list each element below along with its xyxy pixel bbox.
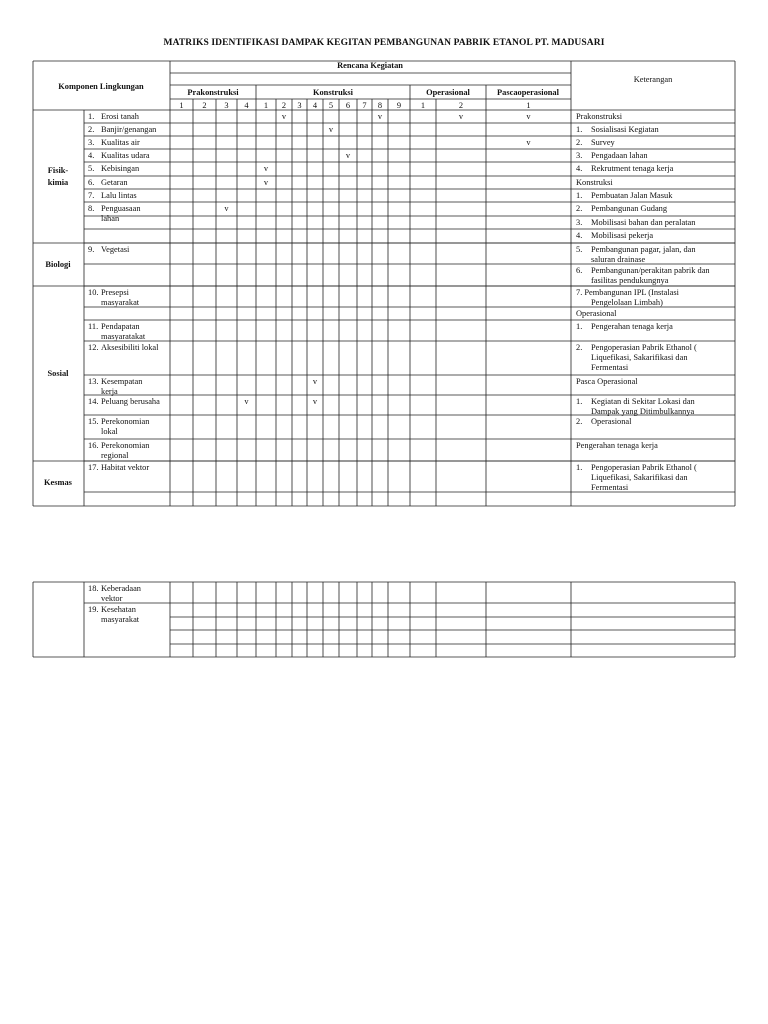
activity-number: 1 [526, 101, 531, 110]
impact-mark: v [526, 112, 531, 121]
keterangan-text: Kegiatan di Sekitar Lokasi dan [591, 397, 695, 406]
phase-label: Konstruksi [312, 88, 354, 97]
keterangan-text: Pembangunan/perakitan pabrik dan [591, 266, 710, 275]
impact-mark: v [281, 112, 287, 121]
component-label: Aksesibiliti lokal [101, 343, 159, 352]
keterangan-number: 4. [576, 231, 583, 240]
component-number: 6. [88, 178, 95, 187]
keterangan-number: 1. [576, 191, 583, 200]
activity-number: 3 [297, 101, 302, 110]
keterangan-text: Prakonstruksi [576, 112, 623, 121]
impact-mark: v [224, 204, 229, 213]
komponen-header: Komponen Lingkungan [58, 82, 144, 91]
component-number: 1. [88, 112, 95, 121]
keterangan-header: Keterangan [633, 75, 673, 84]
activity-number: 6 [345, 101, 351, 110]
activity-number: 1 [179, 101, 184, 110]
keterangan-number: 3. [576, 218, 583, 227]
phase-label: Pascaoperasional [497, 88, 559, 97]
component-number: 8. [88, 204, 95, 213]
component-label: Getaran [101, 178, 128, 187]
component-label: Perekonomian [101, 417, 150, 426]
group-label: Kesmas [44, 478, 72, 487]
component-label: Presepsi [101, 288, 129, 297]
keterangan-text: Pengelolaan Limbah) [591, 298, 663, 307]
component-label: Kebisingan [101, 164, 140, 173]
component-label: Kesempatan [101, 377, 143, 386]
component-number: 7. [88, 191, 95, 200]
impact-mark: v [244, 397, 249, 406]
impact-mark: v [345, 151, 351, 160]
keterangan-text: Operasional [591, 417, 632, 426]
keterangan-text: Pembangunan pagar, jalan, dan [591, 245, 696, 254]
impact-mark: v [526, 138, 531, 147]
activity-number: 2 [458, 101, 464, 110]
keterangan-text: Fermentasi [591, 483, 629, 492]
page-title: MATRIKS IDENTIFIKASI DAMPAK KEGITAN PEMBANGUNAN PABRIK ETANOL PT. MADUSARI [163, 38, 605, 48]
keterangan-text: Rekrutment tenaga kerja [591, 164, 674, 173]
impact-mark: v [263, 178, 269, 187]
component-label: Penguasaan [101, 204, 141, 213]
keterangan-text: Pembangunan Gudang [591, 204, 668, 213]
component-number: 12. [88, 343, 99, 352]
component-number: 14. [88, 397, 99, 406]
activity-number: 1 [263, 101, 269, 110]
keterangan-text: Mobilisasi pekerja [591, 231, 654, 240]
component-label: Kualitas udara [101, 151, 150, 160]
keterangan-text: Survey [591, 138, 615, 147]
impact-mark: v [458, 112, 464, 121]
keterangan-number: 2. [576, 138, 583, 147]
component-number: 10. [88, 288, 99, 297]
phase-label: Prakonstruksi [187, 88, 239, 97]
component-number: 18. [88, 584, 99, 593]
keterangan-text: Mobilisasi bahan dan peralatan [591, 218, 696, 227]
component-number: 16. [88, 441, 99, 450]
keterangan-text: Pembuatan Jalan Masuk [591, 191, 673, 200]
activity-number: 8 [377, 101, 383, 110]
activity-number: 5 [328, 101, 334, 110]
component-number: 3. [88, 138, 95, 147]
activity-number: 9 [396, 101, 402, 110]
component-label: Habitat vektor [101, 463, 150, 472]
component-number: 17. [88, 463, 99, 472]
keterangan-text: Sosialisasi Kegiatan [591, 125, 659, 134]
keterangan-text: Dampak yang Ditimbulkannya [591, 407, 695, 416]
group-label: Biologi [45, 260, 71, 269]
activity-number: 1 [420, 101, 426, 110]
keterangan-text: Pengerahan tenaga kerja [576, 441, 658, 450]
keterangan-text: Pengadaan lahan [591, 151, 648, 160]
component-label: masyarakat [101, 298, 140, 307]
component-label: kerja [101, 387, 118, 396]
impact-mark: v [328, 125, 334, 134]
keterangan-number: 2. [576, 417, 583, 426]
keterangan-text: Liquefikasi, Sakarifikasi dan [591, 353, 688, 362]
group-label: Sosial [47, 369, 69, 378]
component-label: Banjir/genangan [101, 125, 157, 134]
phase-label: Operasional [426, 88, 470, 97]
group-label: kimia [47, 178, 69, 187]
keterangan-number: 1. [576, 125, 583, 134]
keterangan-text: 7. Pembangunan IPL (Instalasi [576, 288, 679, 297]
keterangan-number: 1. [576, 397, 583, 406]
component-number: 13. [88, 377, 99, 386]
keterangan-number: 1. [576, 463, 583, 472]
impact-mark: v [312, 397, 318, 406]
keterangan-text: Operasional [576, 309, 617, 318]
keterangan-number: 2. [576, 204, 583, 213]
component-label: Vegetasi [101, 245, 130, 254]
component-label: Erosi tanah [101, 112, 139, 121]
component-label: Peluang berusaha [101, 397, 160, 406]
component-label: masyarakat [101, 615, 140, 624]
component-label: lahan [101, 214, 120, 223]
component-number: 5. [88, 164, 95, 173]
impact-mark: v [312, 377, 318, 386]
component-label: Keberadaan [101, 584, 141, 593]
group-label: Fisik- [47, 166, 69, 175]
keterangan-number: 4. [576, 164, 583, 173]
component-label: regional [101, 451, 129, 460]
keterangan-text: Pengerahan tenaga kerja [591, 322, 673, 331]
rencana-header: Rencana Kegiatan [337, 61, 403, 70]
component-label: Pendapatan [101, 322, 140, 331]
keterangan-text: Liquefikasi, Sakarifikasi dan [591, 473, 688, 482]
keterangan-number: 1. [576, 322, 583, 331]
keterangan-text: fasilitas pendukungnya [591, 276, 669, 285]
impact-mark: v [377, 112, 383, 121]
component-number: 19. [88, 605, 99, 614]
keterangan-text: Konstruksi [576, 178, 613, 187]
keterangan-number: 3. [576, 151, 583, 160]
component-number: 2. [88, 125, 95, 134]
keterangan-text: Pasca Operasional [576, 377, 638, 386]
component-label: vektor [101, 594, 123, 603]
component-number: 11. [88, 322, 99, 331]
component-number: 9. [88, 245, 95, 254]
activity-number: 2 [202, 101, 207, 110]
keterangan-text: Fermentasi [591, 363, 629, 372]
keterangan-text: Pengoperasian Pabrik Ethanol ( [591, 463, 697, 472]
activity-number: 3 [224, 101, 229, 110]
keterangan-number: 6. [576, 266, 583, 275]
keterangan-text: saluran drainase [591, 255, 646, 264]
keterangan-text: Pengoperasian Pabrik Ethanol ( [591, 343, 697, 352]
keterangan-number: 2. [576, 343, 583, 352]
activity-number: 4 [244, 101, 249, 110]
component-label: Kesehatan [101, 605, 136, 614]
component-label: Kualitas air [101, 138, 140, 147]
activity-number: 2 [281, 101, 287, 110]
activity-number: 7 [362, 101, 367, 110]
component-number: 4. [88, 151, 95, 160]
component-label: lokal [101, 427, 118, 436]
component-label: Lalu lintas [101, 191, 137, 200]
impact-mark: v [263, 164, 269, 173]
keterangan-number: 5. [576, 245, 583, 254]
component-label: masyaratakat [101, 332, 146, 341]
component-label: Perekonomian [101, 441, 150, 450]
component-number: 15. [88, 417, 99, 426]
activity-number: 4 [312, 101, 318, 110]
